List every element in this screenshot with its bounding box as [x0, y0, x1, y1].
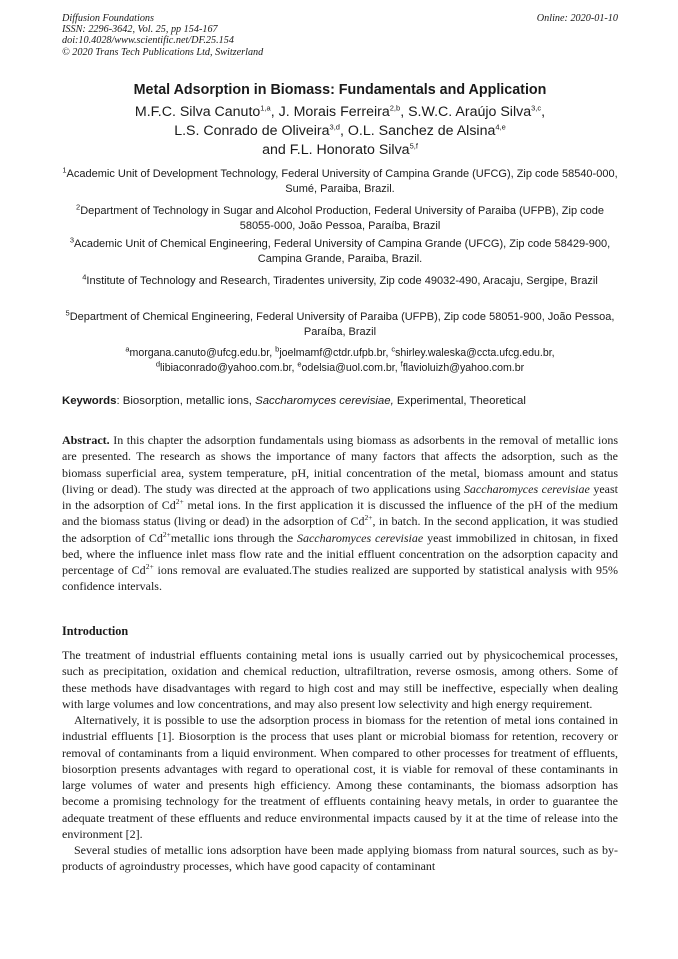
- author-name: M.F.C. Silva Canuto: [134, 104, 261, 120]
- author-separator: ,: [541, 104, 546, 120]
- affiliation-mark: 4: [82, 272, 87, 282]
- affiliation-mark: 3: [69, 235, 74, 245]
- affiliation-2: [62, 204, 618, 233]
- email-mark: f: [400, 359, 403, 369]
- email-line-2: [62, 361, 618, 376]
- affiliation-text: Department of Chemical Engineering, Federal University of Paraiba (UFPB), Zip code 58051-900, João Pessoa, Paraíba, Brazil: [69, 311, 615, 338]
- affiliation-4: [62, 274, 618, 289]
- email-mark: b: [275, 344, 280, 354]
- affiliation-5: [62, 310, 618, 339]
- abstract-text: yeast in the adsorption of Cd: [62, 481, 619, 512]
- abstract-text: metallic ions through the: [170, 530, 297, 545]
- introduction-paragraph-3: Several studies of metallic ions adsorption have been made applying biomass from natural sources, such as by-products of agroindustry processes, which have good capacity of contaminant: [62, 843, 618, 874]
- ion-charge: 2+: [364, 513, 373, 523]
- abstract-text: , in batch. In the second application, it was studied the adsorption of Cd: [62, 514, 619, 545]
- author-line-3: [62, 141, 618, 160]
- affiliation-mark: 2: [76, 202, 81, 212]
- author-line-1: [62, 103, 618, 122]
- paper-title: Metal Adsorption in Biomass: Fundamentals and Application: [133, 82, 547, 98]
- keywords-line: [62, 395, 618, 407]
- abstract-text: In this chapter the adsorption fundamentals using biomass as adsorbents in the removal of metallic ions are presented. The research as shows the importance of many factors that affects the adsorption, such as the biomass superficial area, system temperature, pH, initial concentration of the metal, biomass amount and status (living or dead). The study was directed at the approach of two applications using: [62, 433, 618, 496]
- author-affiliation-mark: 4,e: [495, 122, 506, 132]
- keywords-italic: Saccharomyces cerevisiae,: [255, 395, 394, 407]
- keywords-label: Keywords: [62, 395, 117, 407]
- author-affiliation-mark: 5,f: [409, 141, 418, 151]
- journal-header: [62, 13, 618, 58]
- abstract-label: Abstract.: [62, 433, 110, 447]
- author-separator: ,: [339, 123, 348, 139]
- email-address[interactable]: odelsia@uol.com.br,: [301, 361, 401, 374]
- email-mark: a: [125, 344, 130, 354]
- author-affiliation-mark: 3,c: [531, 103, 542, 113]
- email-mark: d: [155, 359, 160, 369]
- author-affiliation-mark: 3,d: [329, 122, 340, 132]
- keywords-text: : Biosorption, metallic ions,: [116, 395, 256, 407]
- introduction-paragraph-1: The treatment of industrial effluents containing metal ions is usually carried out by physicochemical processes, such as precipitation, oxidation and chemical reduction, ultrafiltration, reverse osmosis, among others. Some of these methods have disadvantages with regard to high cost and may still be ineffective, especially when dealing with large volumes and low concentrations, and may also present low selectivity and high energy requirement.: [62, 648, 618, 711]
- author-conjunction: and: [262, 142, 290, 158]
- author-name: F.L. Honorato Silva: [289, 142, 410, 158]
- ion-charge: 2+: [145, 562, 154, 571]
- email-address[interactable]: morgana.canuto@ufcg.edu.br,: [129, 347, 276, 359]
- author-separator: ,: [270, 104, 279, 120]
- email-address[interactable]: joelmamf@ctdr.ufpb.br,: [279, 347, 392, 359]
- affiliation-1: [62, 167, 618, 196]
- author-name: O.L. Sanchez de Alsina: [347, 123, 496, 139]
- email-line-1: [62, 346, 618, 361]
- author-name: J. Morais Ferreira: [278, 104, 390, 120]
- author-affiliation-mark: 1,a: [260, 103, 271, 113]
- copyright-line: © 2020 Trans Tech Publications Ltd, Switzerland: [62, 46, 264, 58]
- author-name: L.S. Conrado de Oliveira: [174, 123, 330, 139]
- author-list: [62, 103, 618, 160]
- affiliation-text: Department of Technology in Sugar and Alcohol Production, Federal University of Paraiba (UFPB), Zip code 58055-000, João Pessoa, Paraíba, Brazil: [80, 205, 604, 232]
- abstract-text: ions removal are evaluated.The studies realized are supported by statistical analysis with 95% confidence intervals.: [62, 563, 619, 594]
- email-mark: e: [297, 359, 302, 369]
- ion-charge: 2+: [175, 497, 184, 506]
- affiliation-text: Institute of Technology and Research, Tiradentes university, Zip code 49032-490, Aracaju, Sergipe, Brazil: [86, 275, 598, 287]
- introduction-paragraph-2: Alternatively, it is possible to use the adsorption process in biomass for the retention of metal ions contained in industrial effluents [1]. Biosorption is the process that uses plant or microbial biomass for retention, recovery or removal of contaminants from a liquid environment. When compared to other processes for treatment of effluents, biosorption presents advantages with regard to operational cost, it is viable for removal of these contaminants in large volumes of water and presents high efficiency. Among these contaminants, the biomass adsorption has become a promising technology for the treatment of effluents containing heavy metals, in order to guarantee the adequate treatment of these effluents and reduce environmental impacts caused by it at the time of release into the environment [2].: [62, 713, 618, 841]
- species-name: Saccharomyces cerevisiae: [463, 481, 590, 496]
- affiliation-mark: 1: [62, 165, 67, 175]
- species-name: Saccharomyces cerevisiae: [296, 530, 424, 545]
- affiliation-text: Academic Unit of Development Technology, Federal University of Campina Grande (UFCG), Zip code 58540-000, Sumé, Paraiba, Brazil.: [66, 168, 618, 195]
- introduction-body: [62, 647, 618, 875]
- journal-name: Diffusion Foundations: [62, 13, 154, 24]
- affiliation-mark: 5: [65, 308, 70, 318]
- issn-line: ISSN: 2296-3642, Vol. 25, pp 154-167: [62, 24, 218, 36]
- author-name: S.W.C. Araújo Silva: [408, 104, 532, 120]
- affiliation-3: [62, 237, 618, 266]
- abstract-text: metal ions. In the first application it is discussed the influence of the pH of the medium and the biomass status (living or dead) in the adsorption of Cd: [62, 498, 618, 529]
- email-address[interactable]: libiaconrado@yahoo.com.br,: [159, 361, 298, 374]
- author-line-2: [62, 122, 618, 141]
- author-affiliation-mark: 2,b: [389, 103, 401, 113]
- email-address[interactable]: shirley.waleska@ccta.ufcg.edu.br,: [395, 347, 555, 359]
- abstract-text: yeast immobilized in chitosan, in fixed bed, where the influence inlet mass flow rate and the initial effluent concentration on the adsorption capacity and percentage of Cd: [62, 530, 618, 577]
- ion-charge: 2+: [162, 529, 171, 539]
- keywords-text: Experimental, Theoretical: [393, 395, 526, 407]
- section-heading-introduction: Introduction: [62, 624, 129, 638]
- online-date: Online: 2020-01-10: [536, 13, 618, 24]
- abstract-paragraph: [62, 432, 618, 595]
- email-address[interactable]: flavioluizh@yahoo.com.br: [402, 361, 525, 374]
- affiliation-text: Academic Unit of Chemical Engineering, Federal University of Campina Grande (UFCG), Zip code 58429-900, Campina Grande, Paraiba, Brazil.: [73, 238, 611, 265]
- email-mark: c: [391, 344, 396, 354]
- doi-line: doi:10.4028/www.scientific.net/DF.25.154: [62, 35, 234, 47]
- author-separator: ,: [400, 104, 409, 120]
- email-list: [62, 346, 618, 375]
